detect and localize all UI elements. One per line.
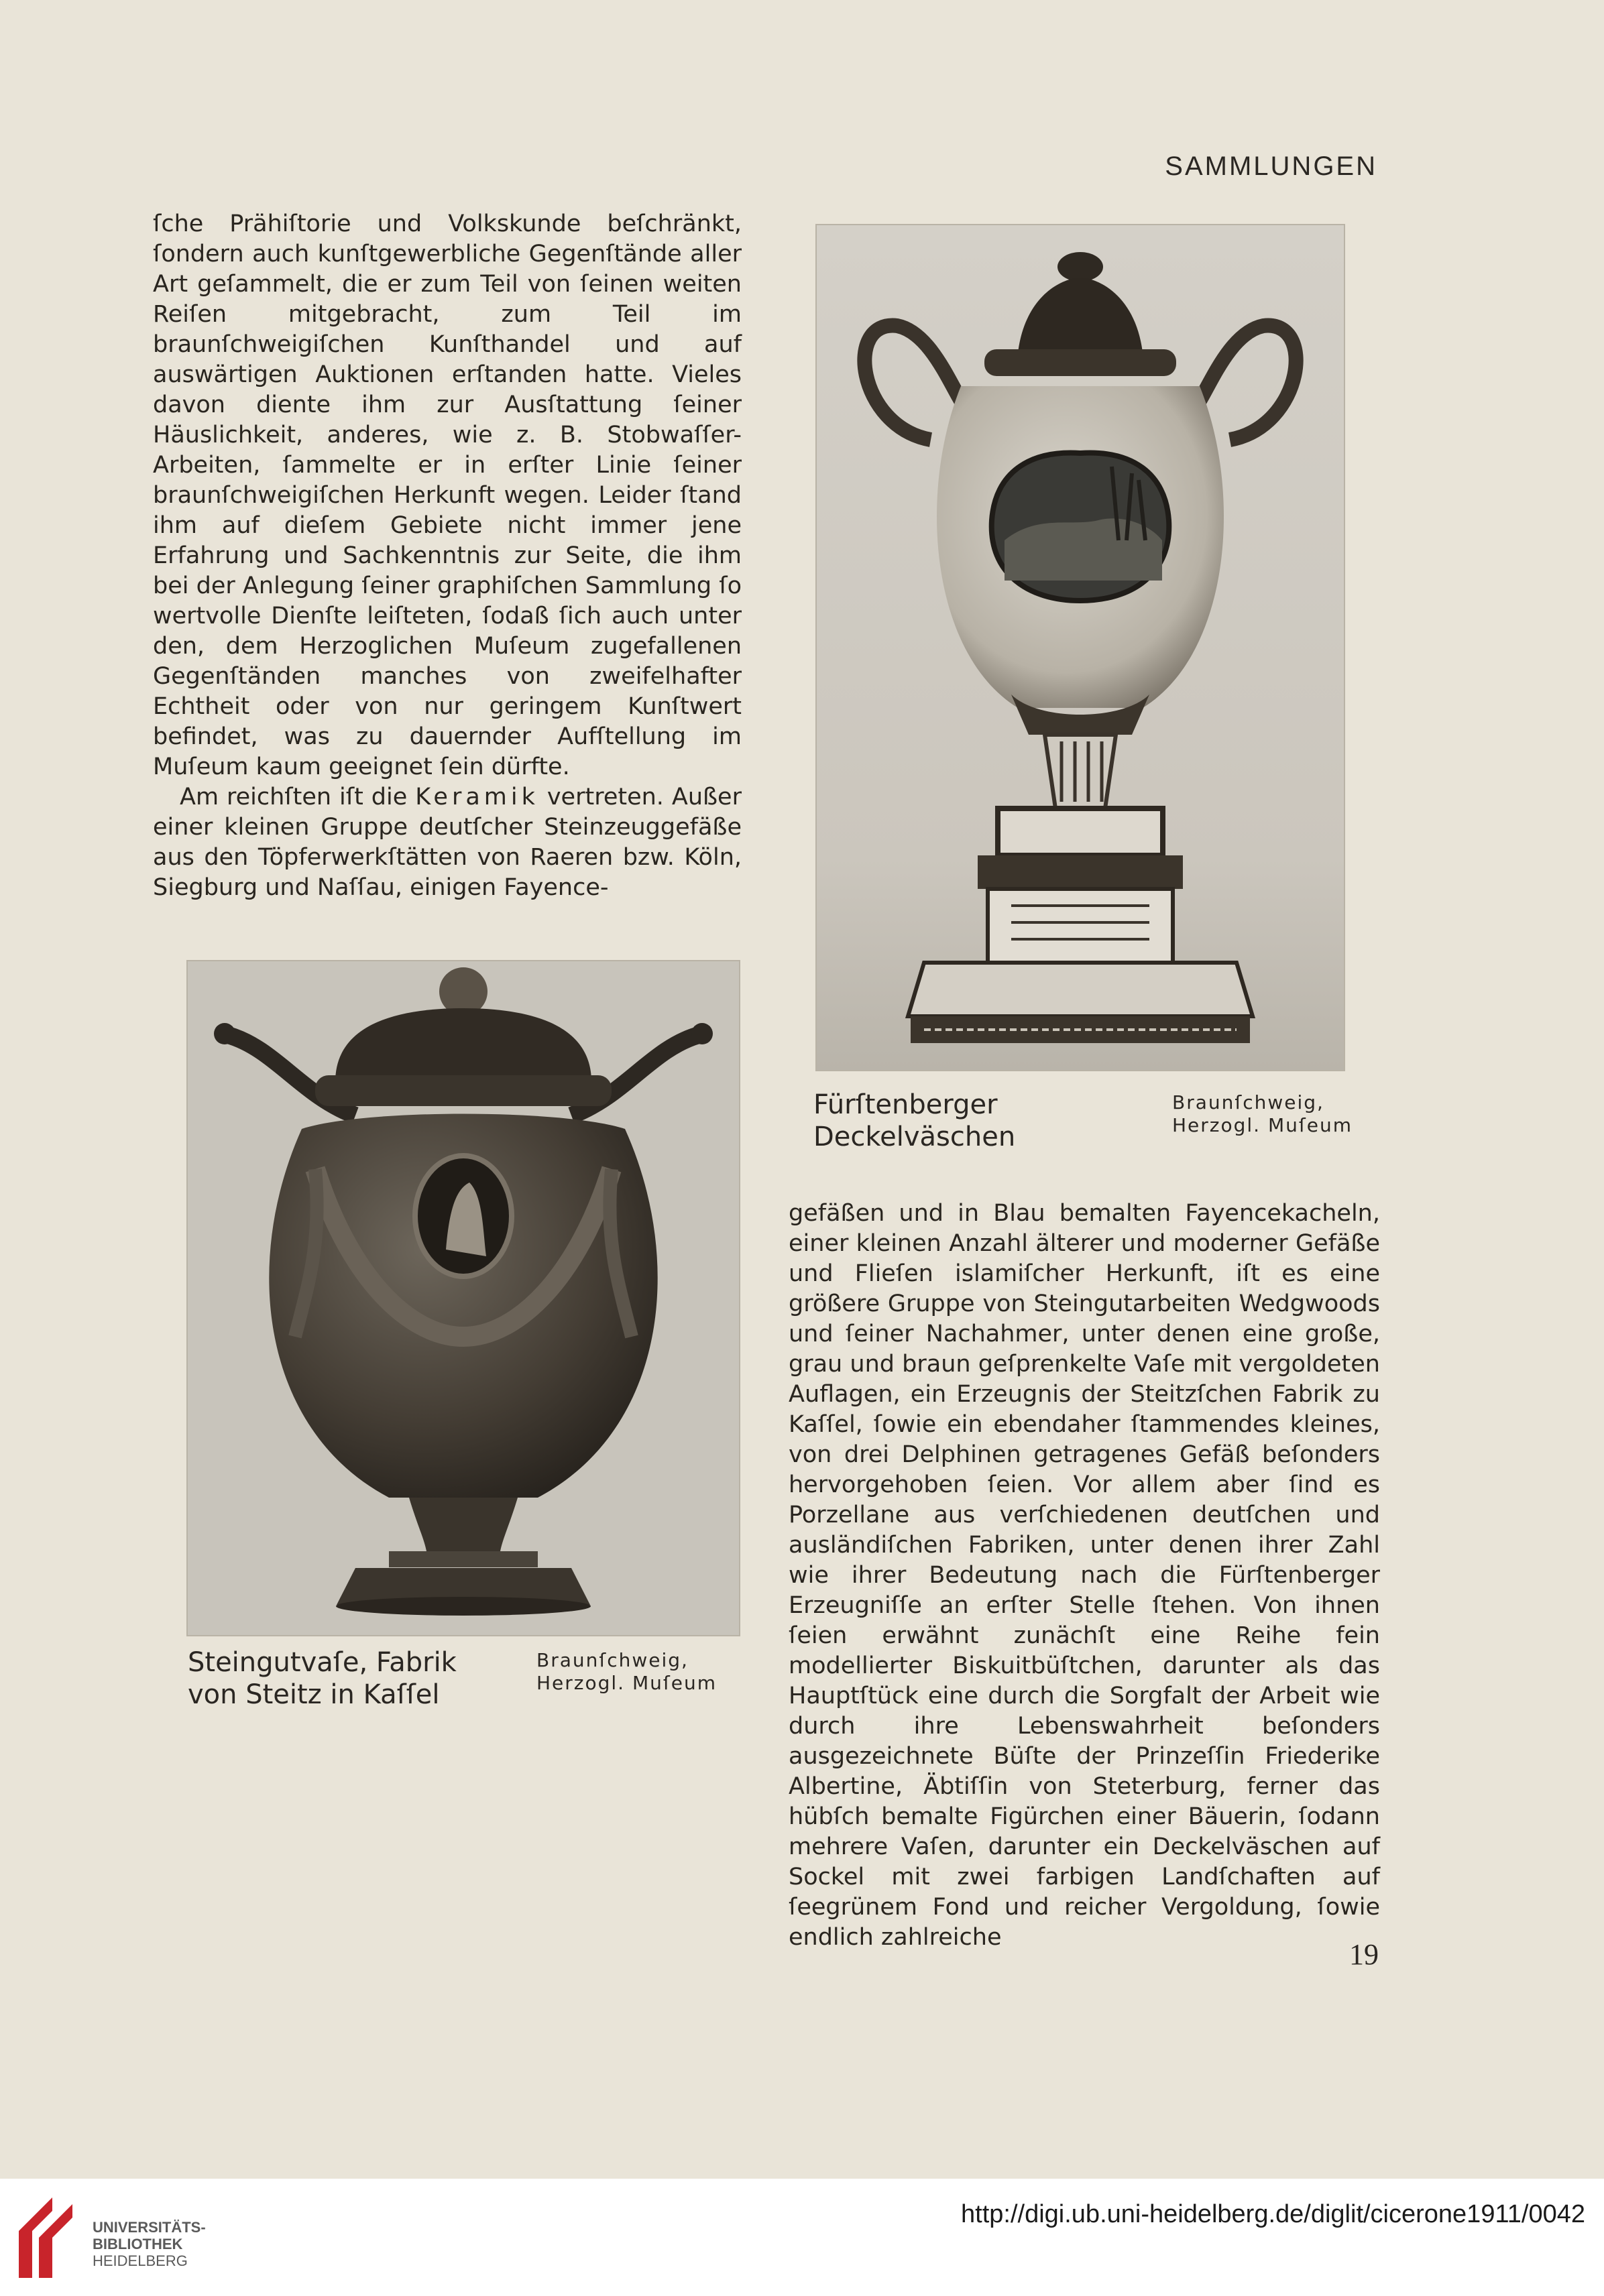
right-paragraph: gefäßen und in Blau bemalten Fayencekacheln, einer kleinen Anzahl älterer und moderner Gefäße und Flieſen islamiſcher Herkunft, iſt es eine größere Gruppe von Steingutarbeiten Wedgwoods und ſeiner Nachahmer, unter denen eine große, grau und braun geſprenkelte Vaſe mit vergoldeten Auflagen, ein Erzeugnis der Steitzſchen Fabrik zu Kaſſel, ſowie ein ebendaher ſtammendes kleines, von drei Delphinen getragenes Gefäß beſonders hervorgehoben ſeien. Vor allem aber ſind es Porzellane aus verſchiedenen deutſchen und ausländiſchen Fabriken, unter denen ihrer Zahl wie ihrer Bedeutung nach die Fürſtenberger Erzeugniſſe an erſter Stelle ſtehen. Von ihnen ſeien erwähnt zunächſt eine Reihe fein modellierter Biskuitbüſtchen, darunter als das Hauptſtück eine durch die Sorgfalt der Arbeit wie durch ihre Lebenswahrheit beſonders ausgezeichnete Büſte der Prinzeſſin Friederike Albertine, Äbtiſſin von Steterburg, ferner das hübſch bemalte Figürchen einer Bäuerin, ſodann mehrere Vaſen, darunter ein Deckelväschen auf Sockel mit zwei farbigen Landſchaften auf ſeegrünem Fond und reicher Vergoldung, ſowie endlich zahlreiche: [789, 1200, 1380, 1951]
library-name-line-1: UNIVERSITÄTS-: [93, 2219, 206, 2236]
library-name-line-3: HEIDELBERG: [93, 2252, 188, 2269]
library-name-line-2: BIBLIOTHEK: [93, 2236, 183, 2252]
page-number: 19: [1349, 1938, 1379, 1971]
fuerstenberg-caption-line-2: Deckelväschen: [813, 1122, 1016, 1152]
left-text-column: [153, 209, 742, 903]
steingut-caption: [188, 1646, 457, 1711]
paragraph-2-rest: vertreten. Außer einer kleinen Gruppe deutſcher Steinzeuggefäße aus den Töpferwerkſtätten von Raeren bzw. Köln, Siegburg und Naſſau, einigen Fayence-: [153, 784, 742, 901]
steingut-vase-photo: [188, 961, 739, 1635]
keramik-emphasis: Keramik: [415, 784, 539, 810]
steingut-credit-line-1: Braunſchweig,: [536, 1649, 689, 1671]
steingut-caption-line-2: von Steitz in Kaſſel: [188, 1679, 440, 1710]
left-paragraph-2: [153, 782, 742, 903]
steingut-credit: [536, 1649, 717, 1695]
fuerstenberg-credit-line-2: Herzogl. Muſeum: [1172, 1114, 1353, 1136]
fuerstenberg-vase-photo: [817, 225, 1344, 1070]
paragraph-2-start: Am reichſten iſt die: [180, 784, 408, 810]
plate-fuerstenberg-vase: [815, 224, 1345, 1071]
library-name: [93, 2219, 206, 2269]
running-head: SAMMLUNGEN: [1165, 152, 1377, 181]
library-logo-icon: [12, 2191, 86, 2285]
fuerstenberg-caption-line-1: Fürſtenberger: [813, 1089, 998, 1120]
fuerstenberg-caption: [813, 1089, 1015, 1153]
steingut-credit-line-2: Herzogl. Muſeum: [536, 1672, 717, 1694]
steingut-caption-line-1: Steingutvaſe, Fabrik: [188, 1647, 457, 1678]
plate-steingut-vase: [186, 960, 740, 1636]
fuerstenberg-credit: [1172, 1091, 1353, 1137]
fuerstenberg-credit-line-1: Braunſchweig,: [1172, 1091, 1324, 1113]
left-paragraph-1: ſche Prähiſtorie und Volkskunde beſchränkt, ſondern auch kunſtgewerbliche Gegenſtände aller Art geſammelt, die er zum Teil von ſeinen weiten Reiſen mitgebracht, zum Teil im braunſchweigiſchen Kunſthandel und auf auswärtigen Auktionen erſtanden hatte. Vieles davon diente ihm zur Ausſtattung ſeiner Häuslichkeit, anderes, wie z. B. Stobwaſſer-Arbeiten, ſammelte er in erſter Linie ſeiner braunſchweigiſchen Herkunft wegen. Leider ſtand ihm auf dieſem Gebiete nicht immer jene Erfahrung und Sachkenntnis zur Seite, die ihm bei der Anlegung ſeiner graphiſchen Sammlung ſo wertvolle Dienſte leiſteten, ſodaß ſich auch unter den, dem Herzoglichen Muſeum zugefallenen Gegenſtänden manches von zweifelhafter Echtheit oder von nur geringem Kunſtwert befindet, was zu dauernder Aufſtellung im Muſeum kaum geeignet ſein dürfte.: [153, 210, 742, 780]
source-url-link[interactable]: http://digi.ub.uni-heidelberg.de/diglit/cicerone1911/0042: [961, 2200, 1585, 2228]
right-text-column: [789, 1199, 1380, 1953]
digitization-footer: [0, 2179, 1604, 2296]
